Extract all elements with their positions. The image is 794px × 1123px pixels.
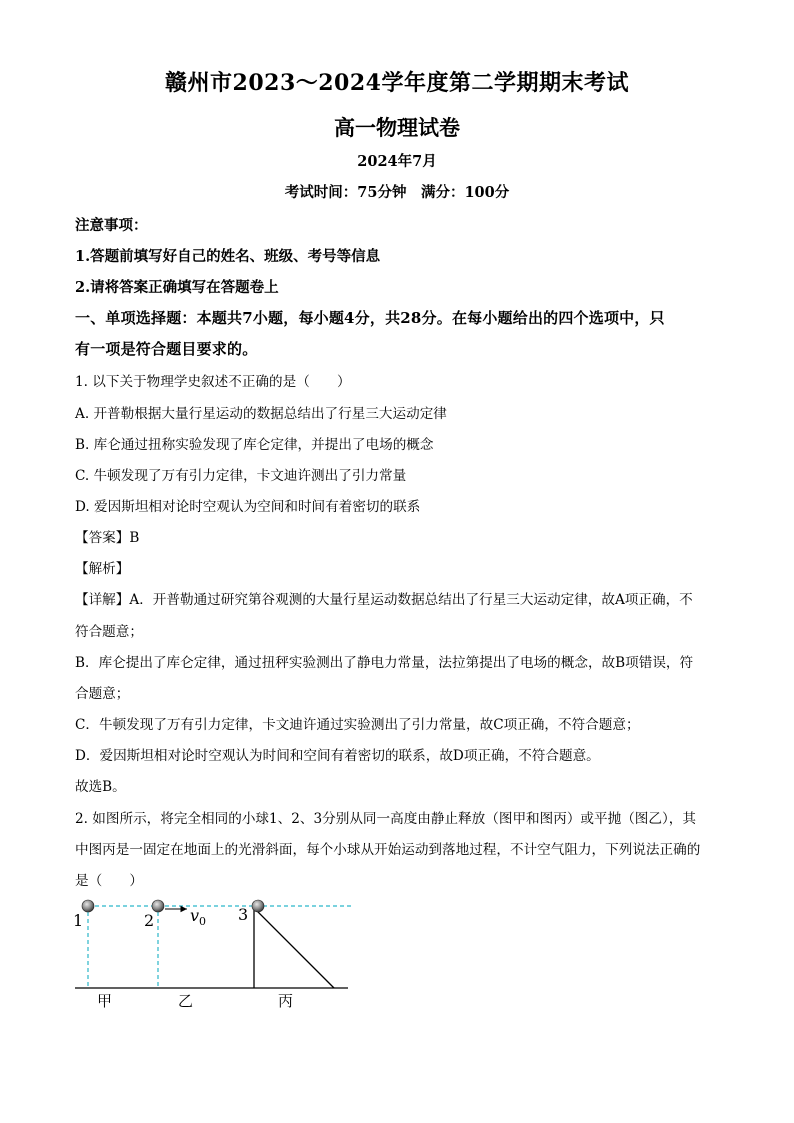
exam-date: 2024年7月 bbox=[357, 153, 437, 170]
ball-2-label: 2 bbox=[144, 911, 155, 930]
q1-stem: 1. 以下关于物理学史叙述不正确的是（ ） bbox=[75, 374, 351, 390]
velocity-symbol: v bbox=[190, 906, 200, 925]
q1-option-b: B. 库仑通过扭称实验发现了库仑定律，并提出了电场的概念 bbox=[75, 437, 434, 453]
exam-time-score: 考试时间：75分钟 满分：100分 bbox=[284, 184, 510, 201]
q2-stem-line-3: 是（ ） bbox=[75, 873, 143, 889]
detail-text: A．开普勒通过研究第谷观测的大量行星运动数据总结出了行星三大运动定律，故A项正确，不 bbox=[129, 592, 693, 608]
exam-title: 赣州市2023～2024学年度第二学期期末考试 bbox=[165, 70, 629, 96]
q1-detail-line-3: B．库仑提出了库仑定律，通过扭秤实验测出了静电力常量，法拉第提出了电场的概念，故B项错误，符 bbox=[75, 655, 694, 671]
ball-1-label: 1 bbox=[73, 911, 84, 930]
q1-option-d: D. 爱因斯坦相对论时空观认为空间和时间有着密切的联系 bbox=[75, 499, 421, 515]
exam-subtitle: 高一物理试卷 bbox=[334, 115, 460, 140]
q1-analysis-tag: 【解析】 bbox=[75, 561, 130, 577]
notes-item-2: 2.请将答案正确填写在答题卷上 bbox=[75, 279, 279, 296]
label-bing: 丙 bbox=[278, 992, 294, 1010]
q1-detail-line-6: D．爱因斯坦相对论时空观认为时间和空间有着密切的联系，故D项正确，不符合题意。 bbox=[75, 748, 600, 764]
q1-detail-line-4: 合题意； bbox=[75, 686, 130, 702]
detail-tag: 【详解】 bbox=[75, 592, 130, 608]
q1-detail-line-5: C．牛顿发现了万有引力定律，卡文迪许通过实验测出了引力常量，故C项正确，不符合题意； bbox=[75, 717, 640, 733]
ball-3 bbox=[252, 900, 264, 912]
q2-stem-line-2: 中图丙是一固定在地面上的光滑斜面，每个小球从开始运动到落地过程，不计空气阻力，下列说法正确的 bbox=[75, 842, 701, 858]
incline-slope bbox=[254, 908, 334, 988]
velocity-label bbox=[190, 906, 206, 928]
section-heading-line-1: 一、单项选择题：本题共7小题，每小题4分，共28分。在每小题给出的四个选项中，只 bbox=[75, 309, 665, 327]
q1-option-a: A. 开普勒根据大量行星运动的数据总结出了行星三大运动定律 bbox=[75, 406, 447, 422]
label-jia: 甲 bbox=[97, 992, 113, 1010]
q2-stem-line-1: 2. 如图所示，将完全相同的小球1、2、3分别从同一高度由静止释放（图甲和图丙）或平抛（图乙），其 bbox=[75, 811, 696, 827]
ball-1 bbox=[82, 900, 94, 912]
label-yi: 乙 bbox=[178, 992, 194, 1010]
notes-heading: 注意事项： bbox=[75, 217, 148, 234]
section-heading-line-2: 有一项是符合题目要求的。 bbox=[75, 340, 258, 358]
notes-item-1: 1.答题前填写好自己的姓名、班级、考号等信息 bbox=[75, 248, 381, 265]
velocity-subscript: 0 bbox=[199, 915, 207, 928]
q1-option-c: C. 牛顿发现了万有引力定律，卡文迪许测出了引力常量 bbox=[75, 468, 407, 484]
ball-3-label: 3 bbox=[238, 905, 249, 924]
q1-conclusion: 故选B。 bbox=[75, 779, 126, 795]
answer-value: B bbox=[129, 530, 140, 546]
q1-detail-line-2: 符合题意； bbox=[75, 624, 143, 640]
answer-tag: 【答案】 bbox=[75, 530, 130, 546]
